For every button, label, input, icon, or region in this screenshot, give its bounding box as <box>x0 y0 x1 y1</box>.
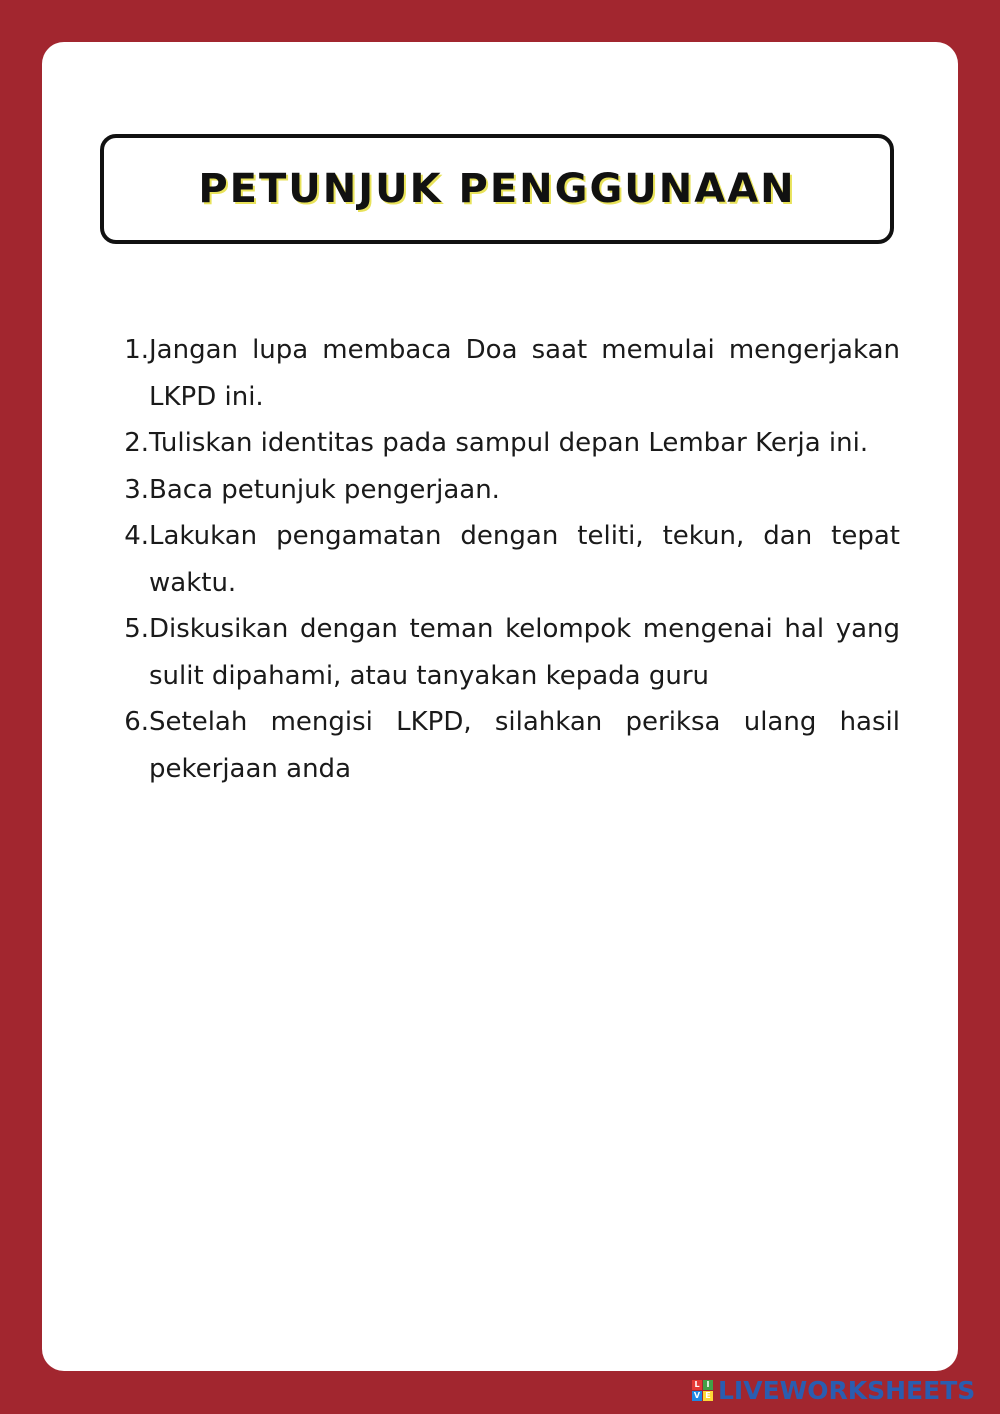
list-item-text: Baca petunjuk pengerjaan. <box>149 474 500 505</box>
list-item-number: 4. <box>124 521 149 551</box>
list-item-number: 3. <box>124 474 149 505</box>
list-item-number: 2. <box>124 428 149 458</box>
list-item <box>118 467 900 514</box>
list-item-text: Jangan lupa membaca Doa saat memulai mengerjakan LKPD ini. <box>149 335 900 412</box>
page-title: PETUNJUK PENGGUNAAN <box>198 166 796 212</box>
list-item <box>118 327 900 420</box>
liveworksheets-watermark[interactable] <box>692 1376 975 1404</box>
instruction-card <box>42 42 958 1371</box>
list-item <box>118 699 900 792</box>
list-item-number: 5. <box>124 614 149 644</box>
title-box <box>100 134 894 244</box>
list-item-text: Tuliskan identitas pada sampul depan Lembar Kerja ini. <box>149 428 869 458</box>
liveworksheets-logo-icon: L I V E <box>692 1380 713 1401</box>
list-item-text: Lakukan pengamatan dengan teliti, tekun, dan tepat waktu. <box>149 521 900 598</box>
list-item <box>118 513 900 606</box>
instruction-list <box>118 327 900 792</box>
list-item <box>118 420 900 467</box>
list-item-number: 1. <box>124 335 149 365</box>
list-item <box>118 606 900 699</box>
list-item-number: 6. <box>124 707 149 737</box>
brand-text: LIVEWORKSHEETS <box>718 1375 976 1405</box>
list-item-text: Setelah mengisi LKPD, silahkan periksa ulang hasil pekerjaan anda <box>149 707 900 784</box>
list-item-text: Diskusikan dengan teman kelompok mengenai hal yang sulit dipahami, atau tanyakan kepada guru <box>149 614 900 691</box>
